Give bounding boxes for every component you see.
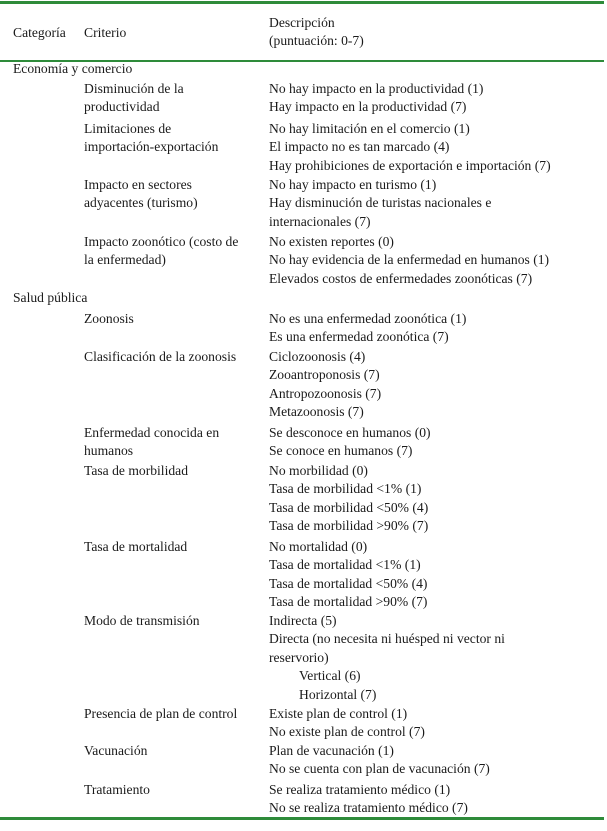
description-cell — [269, 705, 604, 742]
criterion-text: humanos — [84, 443, 134, 459]
description-text: Vertical (6) — [299, 668, 361, 684]
description-text: No mortalidad (0) — [269, 539, 368, 554]
description-text: No existen reportes (0) — [269, 234, 394, 249]
description-text: No hay limitación en el comercio (1) — [269, 121, 470, 136]
criterion-text: Limitaciones de — [84, 121, 172, 136]
description-text: No hay impacto en la productividad (1) — [269, 81, 484, 96]
top-rule — [0, 1, 604, 4]
criterion-cell — [84, 348, 264, 366]
description-text: Se conoce en humanos (7) — [269, 443, 413, 459]
criterion-cell — [84, 120, 264, 157]
description-text: Hay disminución de turistas nacionales e — [269, 195, 492, 211]
criterion-text: Presencia de plan de control — [84, 706, 238, 721]
header-description-scale: (puntuación: 0-7) — [269, 33, 364, 49]
criterion-cell — [84, 742, 264, 760]
description-text: Zooantroponosis (7) — [269, 367, 380, 383]
description-text: Se desconoce en humanos (0) — [269, 425, 431, 440]
description-cell — [269, 310, 604, 347]
header-category: Categoría — [13, 25, 66, 40]
description-cell — [269, 462, 604, 536]
description-text: Tasa de mortalidad <50% (4) — [269, 575, 428, 591]
description-text: No se cuenta con plan de vacunación (7) — [269, 761, 490, 777]
description-text: Metazoonosis (7) — [269, 404, 364, 420]
description-text: Tasa de mortalidad <1% (1) — [269, 557, 421, 573]
description-text: Tasa de morbilidad <1% (1) — [269, 481, 422, 497]
description-cell — [269, 742, 604, 779]
criterion-text: Tratamiento — [84, 782, 150, 797]
criterion-cell — [84, 424, 264, 461]
description-text: reservorio) — [269, 649, 329, 665]
description-cell — [269, 781, 604, 818]
criterion-cell — [84, 781, 264, 799]
criterion-text: Tasa de mortalidad — [84, 539, 188, 554]
description-text: No hay evidencia de la enfermedad en humanos (1) — [269, 252, 550, 268]
description-text: Ciclozoonosis (4) — [269, 349, 366, 364]
criterion-cell — [84, 612, 264, 630]
description-cell — [269, 348, 604, 422]
category-economia: Economía y comercio — [13, 61, 133, 76]
criterion-text: la enfermedad) — [84, 252, 166, 268]
bottom-rule — [0, 817, 604, 820]
description-text: Hay prohibiciones de exportación e importación (7) — [269, 157, 551, 173]
criterion-cell — [84, 462, 264, 480]
description-text: No morbilidad (0) — [269, 463, 368, 478]
description-text: Elevados costos de enfermedades zoonóticas (7) — [269, 270, 533, 286]
header-criterion: Criterio — [84, 25, 127, 40]
criterion-text: Clasificación de la zoonosis — [84, 349, 237, 364]
criterion-text: productividad — [84, 99, 160, 115]
header-description-title: Descripción — [269, 15, 335, 30]
description-text: Tasa de morbilidad <50% (4) — [269, 499, 429, 515]
criterion-cell — [84, 80, 264, 117]
description-cell — [269, 120, 604, 175]
description-cell — [269, 233, 604, 288]
description-text: Hay impacto en la productividad (7) — [269, 99, 467, 115]
description-text: Antropozoonosis (7) — [269, 385, 382, 401]
criterion-cell — [84, 233, 264, 270]
description-text: No se realiza tratamiento médico (7) — [269, 800, 468, 816]
description-cell — [269, 538, 604, 612]
description-cell — [269, 424, 604, 461]
description-text: Es una enfermedad zoonótica (7) — [269, 329, 449, 345]
description-text: internacionales (7) — [269, 213, 371, 229]
category-salud-publica: Salud pública — [13, 290, 88, 305]
description-text: Horizontal (7) — [299, 686, 377, 702]
description-text: No existe plan de control (7) — [269, 724, 425, 740]
description-text: Tasa de mortalidad >90% (7) — [269, 594, 428, 610]
description-text: Se realiza tratamiento médico (1) — [269, 782, 451, 797]
description-cell — [269, 176, 604, 231]
criterion-cell — [84, 310, 264, 328]
criterion-text: adyacentes (turismo) — [84, 195, 198, 211]
criterion-text: Zoonosis — [84, 311, 134, 326]
header-description — [269, 14, 364, 51]
criterion-text: Modo de transmisión — [84, 613, 200, 628]
description-text: Existe plan de control (1) — [269, 706, 408, 721]
criterion-text: importación-exportación — [84, 139, 219, 155]
criterion-text: Tasa de morbilidad — [84, 463, 188, 478]
criterion-text: Impacto zoonótico (costo de — [84, 234, 239, 249]
description-text: No es una enfermedad zoonótica (1) — [269, 311, 467, 326]
criterion-cell — [84, 705, 264, 723]
criterion-text: Disminución de la — [84, 81, 184, 96]
table-header — [0, 14, 604, 54]
description-text: No hay impacto en turismo (1) — [269, 177, 437, 192]
criterion-text: Impacto en sectores — [84, 177, 192, 192]
description-text: Plan de vacunación (1) — [269, 743, 394, 758]
criterion-text: Vacunación — [84, 743, 148, 758]
description-text: Directa (no necesita ni huésped ni vector ni — [269, 631, 505, 647]
criterion-text: Enfermedad conocida en — [84, 425, 220, 440]
description-text: Tasa de morbilidad >90% (7) — [269, 518, 429, 534]
description-cell — [269, 80, 604, 117]
criterion-cell — [84, 176, 264, 213]
description-text: Indirecta (5) — [269, 613, 337, 628]
description-cell — [269, 612, 604, 704]
criterion-cell — [84, 538, 264, 556]
description-text: El impacto no es tan marcado (4) — [269, 139, 450, 155]
